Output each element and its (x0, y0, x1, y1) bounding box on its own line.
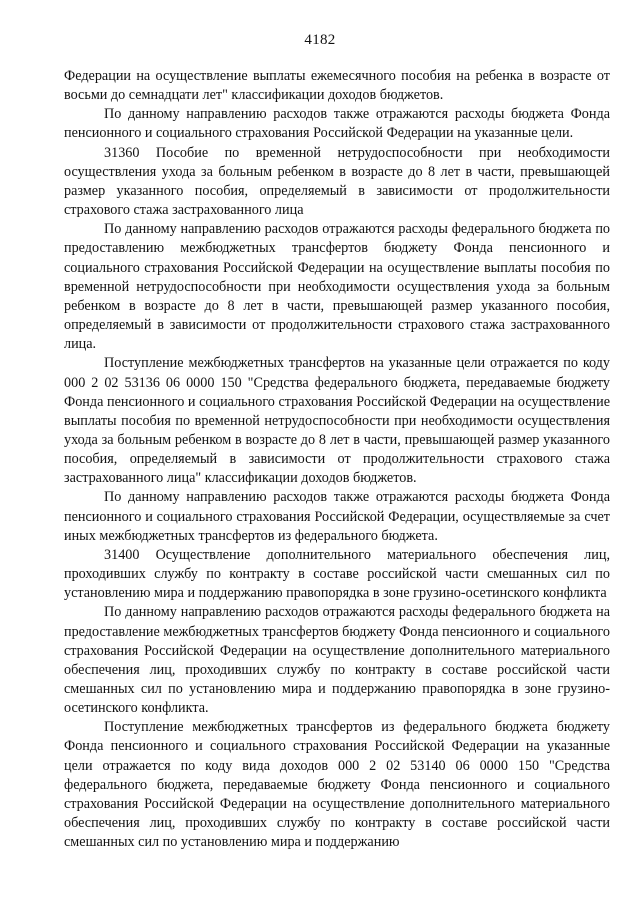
paragraph-31400-revenue-code: Поступление межбюджетных трансфертов из федерального бюджета бюджету Фонда пенсионного и социального страхования Российской Федерации на указанные цели отражается по коду вида доходов 000 2 02 53140 06 0000 150 "Средства федерального бюджета, передаваемые бюджету Фонда пенсионного и социального страхования Российской Федерации на осуществление дополнительного материального обеспечения лиц, проходивших службу по контракту в составе российской части смешанных сил по установлению мира и поддержанию (64, 719, 610, 851)
section-heading-31360: 31360 Пособие по временной нетрудоспособности при необходимости осуществления ухода за больным ребенком в возрасте до 8 лет в части, превышающей размер указанного пособия, определяемый в зависимости от продолжительности страхового стажа застрахованного лица (64, 144, 610, 219)
paragraph-31360-fund-expenses: По данному направлению расходов также отражаются расходы бюджета Фонда пенсионного и социального страхования Российской Федерации, осуществляемые за счет иных межбюджетных трансфертов из федерального бюджета. (64, 489, 610, 544)
page-number: 4182 (304, 32, 336, 48)
document-body (64, 67, 610, 852)
paragraph-31400-federal-expenses: По данному направлению расходов отражаются расходы федерального бюджета на предоставление межбюджетных трансфертов бюджету Фонда пенсионного и социального страхования Российской Федерации на осуществление дополнительного материального обеспечения лиц, проходивших службу по контракту в составе российской части смешанных сил по установлению мира и поддержанию правопорядка в зоне грузино-осетинского конфликта. (64, 604, 610, 717)
paragraph-31360-revenue-code: Поступление межбюджетных трансфертов на указанные цели отражается по коду 000 2 02 53136 06 0000 150 "Средства федерального бюджета, передаваемые бюджету Фонда пенсионного и социального страхования Российской Федерации на осуществление выплаты пособия по временной нетрудоспособности при необходимости осуществления ухода за больным ребенком в возрасте до 8 лет в части, превышающей размер указанного пособия, определяемый в зависимости от продолжительности страхового стажа застрахованного лица" классификации доходов бюджетов. (64, 355, 610, 487)
paragraph-31360-federal-expenses: По данному направлению расходов отражаются расходы федерального бюджета по предоставлению межбюджетных трансфертов бюджету Фонда пенсионного и социального страхования Российской Федерации на осуществление выплаты пособия по временной нетрудоспособности при необходимости осуществления ухода за больным ребенком в возрасте до 8 лет в части, превышающей размер указанного пособия, определяемый в зависимости от продолжительности страхового стажа застрахованного лица. (64, 221, 610, 353)
paragraph-continuation: Федерации на осуществление выплаты ежемесячного пособия на ребенка в возрасте от восьми до семнадцати лет" классификации доходов бюджетов. (64, 68, 610, 104)
paragraph-fund-expenses-note: По данному направлению расходов также отражаются расходы бюджета Фонда пенсионного и социального страхования Российской Федерации на указанные цели. (64, 106, 610, 142)
section-heading-31400: 31400 Осуществление дополнительного материального обеспечения лиц, проходивших службу по контракту в составе российской части смешанных сил по установлению мира и поддержанию правопорядка в зоне грузино-осетинского конфликта (64, 546, 610, 602)
